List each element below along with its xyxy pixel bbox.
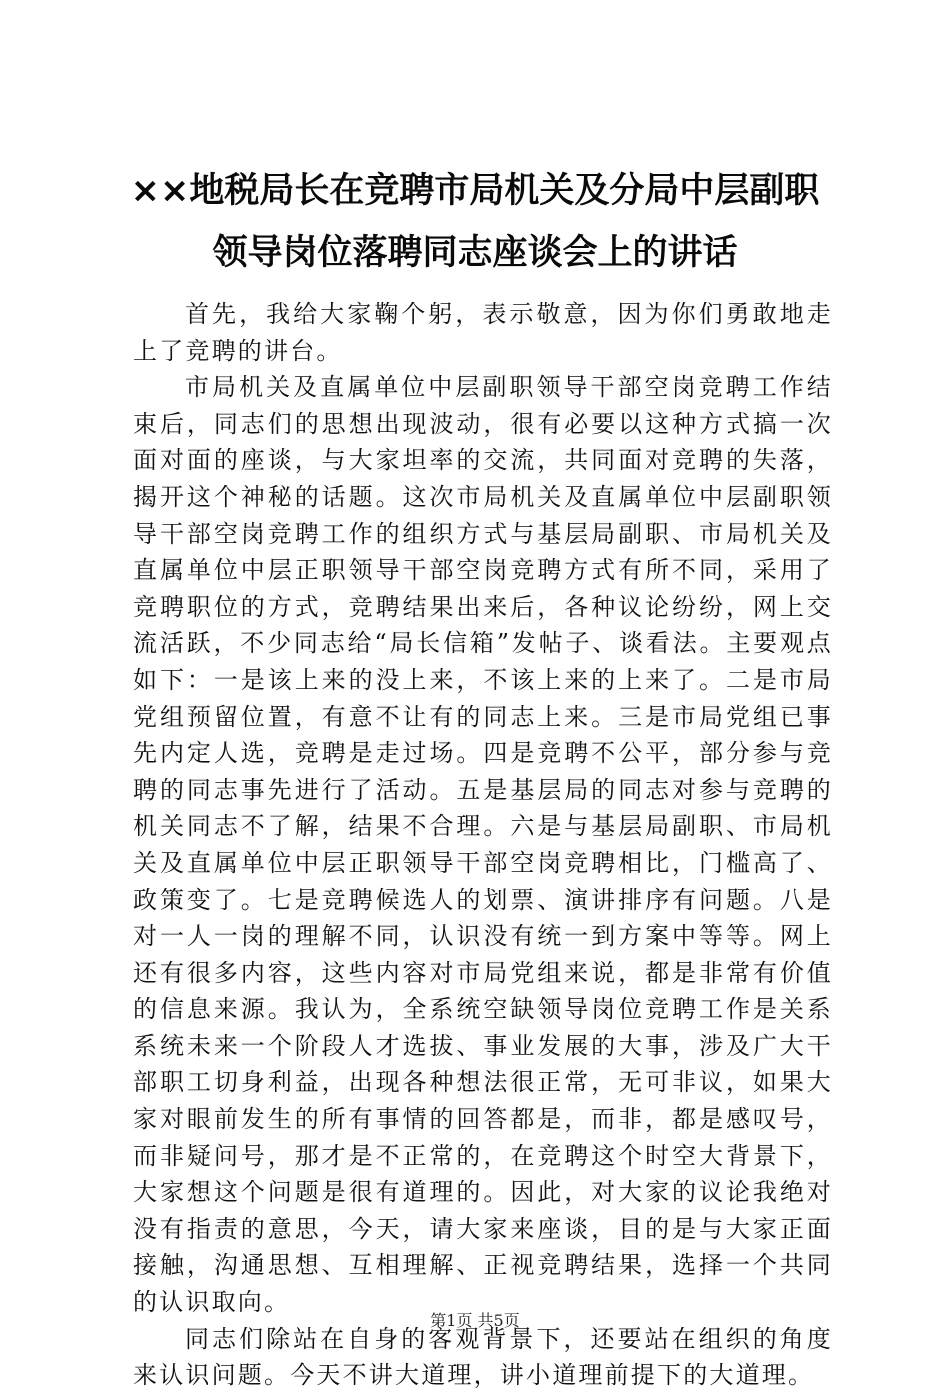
paragraph-2: 市局机关及直属单位中层副职领导干部空岗竞聘工作结束后，同志们的思想出现波动，很有必要以这种方式搞一次面对面的座谈，与大家坦率的交流，共同面对竞聘的失落，揭开这个神秘的话题。这次市局机关及直属单位中层副职领导干部空岗竞聘工作的组织方式与基层局副职、市局机关及直属单位中层正职领导干部空岗竞聘方式有所不同，采用了竞聘职位的方式，竞聘结果出来后，各种议论纷纷，网上交流活跃，不少同志给“局长信箱”发帖子、谈看法。主要观点如下：一是该上来的没上来，不该上来的上来了。二是市局党组预留位置，有意不让有的同志上来。三是市局党组已事先内定人选，竞聘是走过场。四是竞聘不公平，部分参与竞聘的同志事先进行了活动。五是基层局的同志对参与竞聘的机关同志不了解，结果不合理。六是与基层局副职、市局机关及直属单位中层正职领导干部空岗竞聘相比，门槛高了、政策变了。七是竞聘候选人的划票、演讲排序有问题。八是对一人一岗的理解不同，认识没有统一到方案中等等。网上还有很多内容，这些内容对市局党组来说，都是非常有价值的信息来源。我认为，全系统空缺领导岗位竞聘工作是关系系统未来一个阶段人才选拔、事业发展的大事，涉及广大干部职工切身利益，出现各种想法很正常，无可非议，如果大家对眼前发生的所有事情的回答都是，而非，都是感叹号，而非疑问号，那才是不正常的，在竞聘这个时空大背景下，大家想这个问题是很有道理的。因此，对大家的议论我绝对没有指责的意思，今天，请大家来座谈，目的是与大家正面接触，沟通思想、互相理解、正视竞聘结果，选择一个共同的认识取向。	[133, 373, 833, 1317]
paragraph-1: 首先，我给大家鞠个躬，表示敬意，因为你们勇敢地走上了竞聘的讲台。	[133, 300, 833, 365]
title-line-2: 领导岗位落聘同志座谈会上的讲话	[212, 233, 738, 273]
document-title	[100, 160, 850, 284]
paragraph-3: 同志们除站在自身的客观背景下，还要站在组织的角度来认识问题。今天不讲大道理，讲小道理前提下的大道理。	[133, 1324, 833, 1390]
page-number-footer: 第1页 共5页	[430, 1311, 520, 1330]
document-body	[133, 296, 833, 1394]
title-line-1: ××地税局长在竞聘市局机关及分局中层副职	[130, 171, 820, 211]
